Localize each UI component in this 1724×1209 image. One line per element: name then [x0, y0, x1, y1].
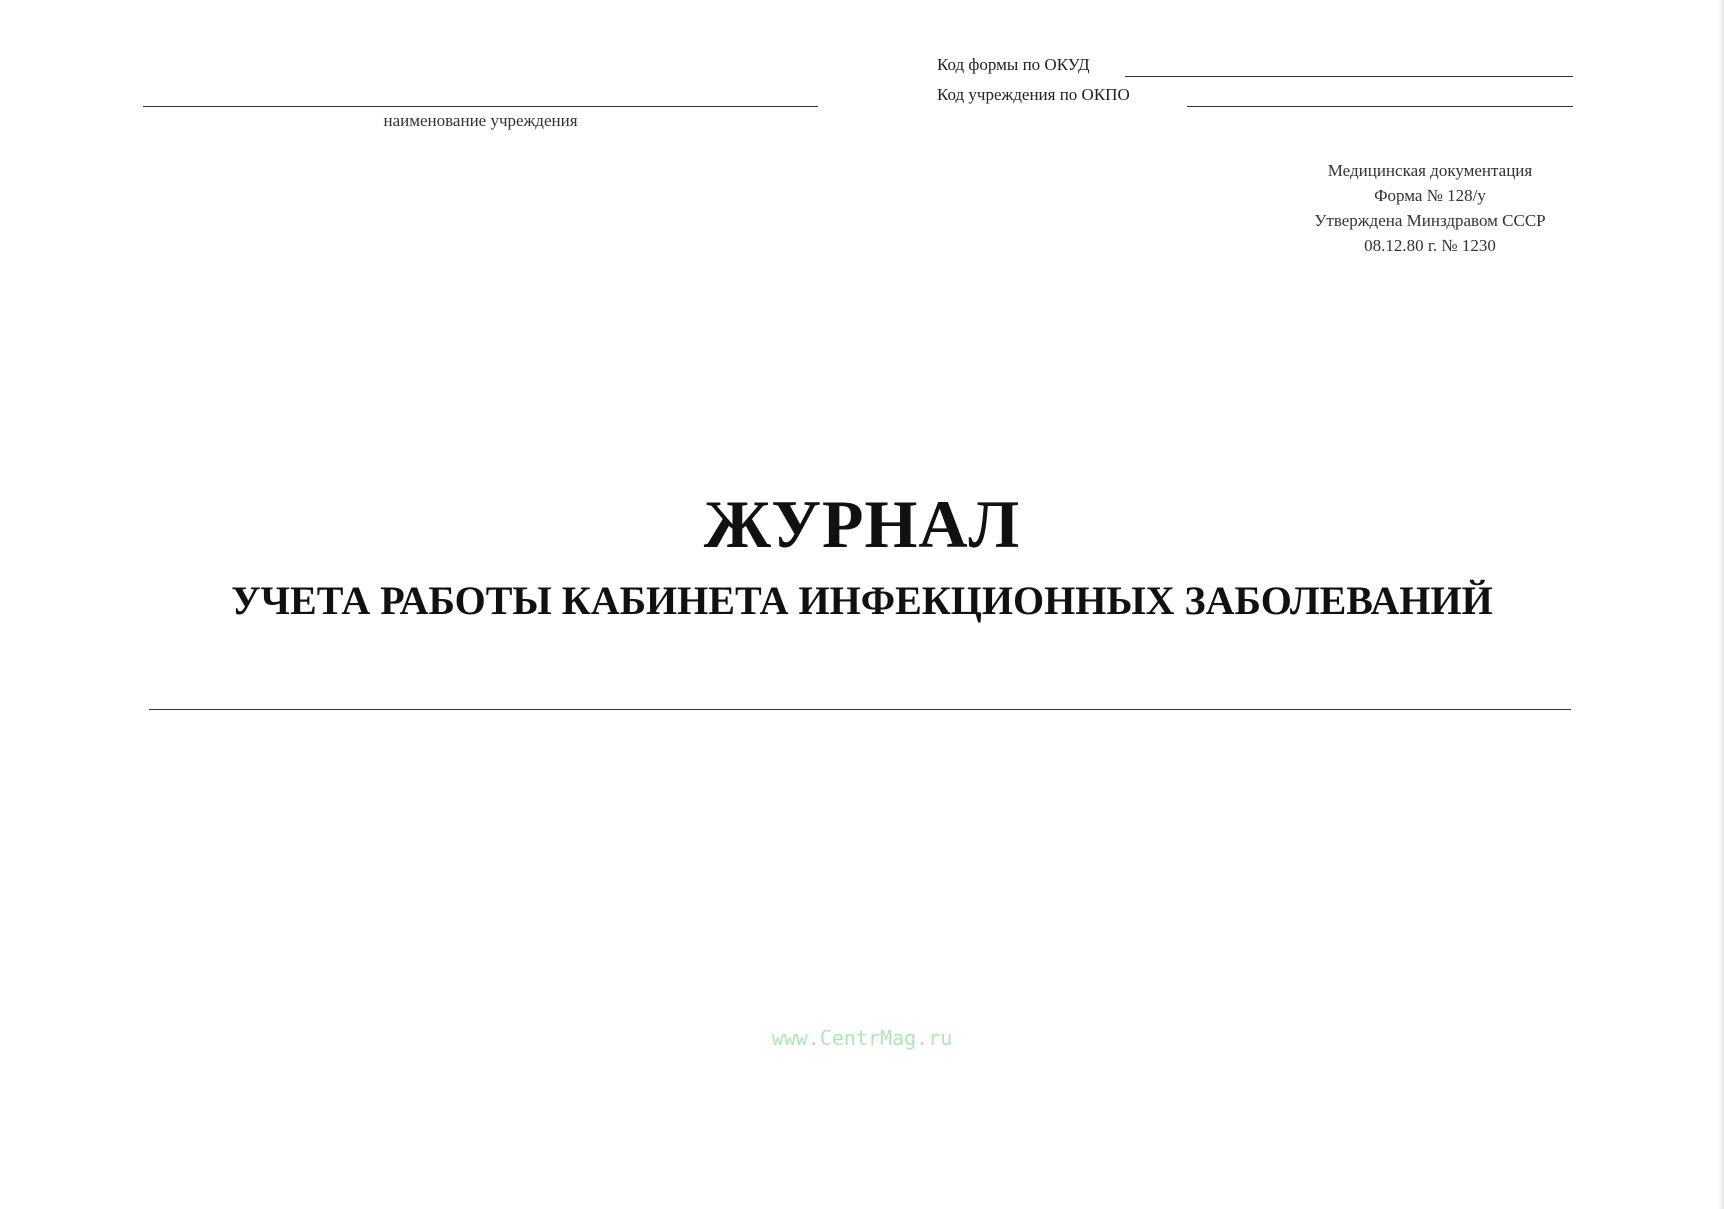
okud-label: Код формы по ОКУД: [937, 55, 1090, 74]
institution-name-line: [143, 106, 818, 107]
institution-name-caption: наименование учреждения: [383, 111, 578, 130]
journal-title: ЖУРНАЛ: [703, 486, 1021, 562]
okud-line: [1125, 76, 1573, 77]
stamp-line-order-date: 08.12.80 г. № 1230: [1364, 236, 1496, 255]
stamp-line-doc-type: Медицинская документация: [1327, 161, 1533, 180]
medical-doc-stamp: [1270, 158, 1590, 258]
okpo-line: [1187, 106, 1573, 107]
stamp-line-approved-by: Утверждена Минздравом СССР: [1314, 211, 1546, 230]
page-edge-shadow: [1718, 0, 1724, 1209]
title-underline: [149, 709, 1571, 710]
site-watermark: www.CentrMag.ru: [771, 1026, 953, 1050]
okpo-label: Код учреждения по ОКПО: [937, 85, 1130, 104]
journal-subtitle: УЧЕТА РАБОТЫ КАБИНЕТА ИНФЕКЦИОННЫХ ЗАБОЛЕВАНИЙ: [231, 578, 1493, 623]
stamp-line-form-number: Форма № 128/у: [1374, 186, 1486, 205]
